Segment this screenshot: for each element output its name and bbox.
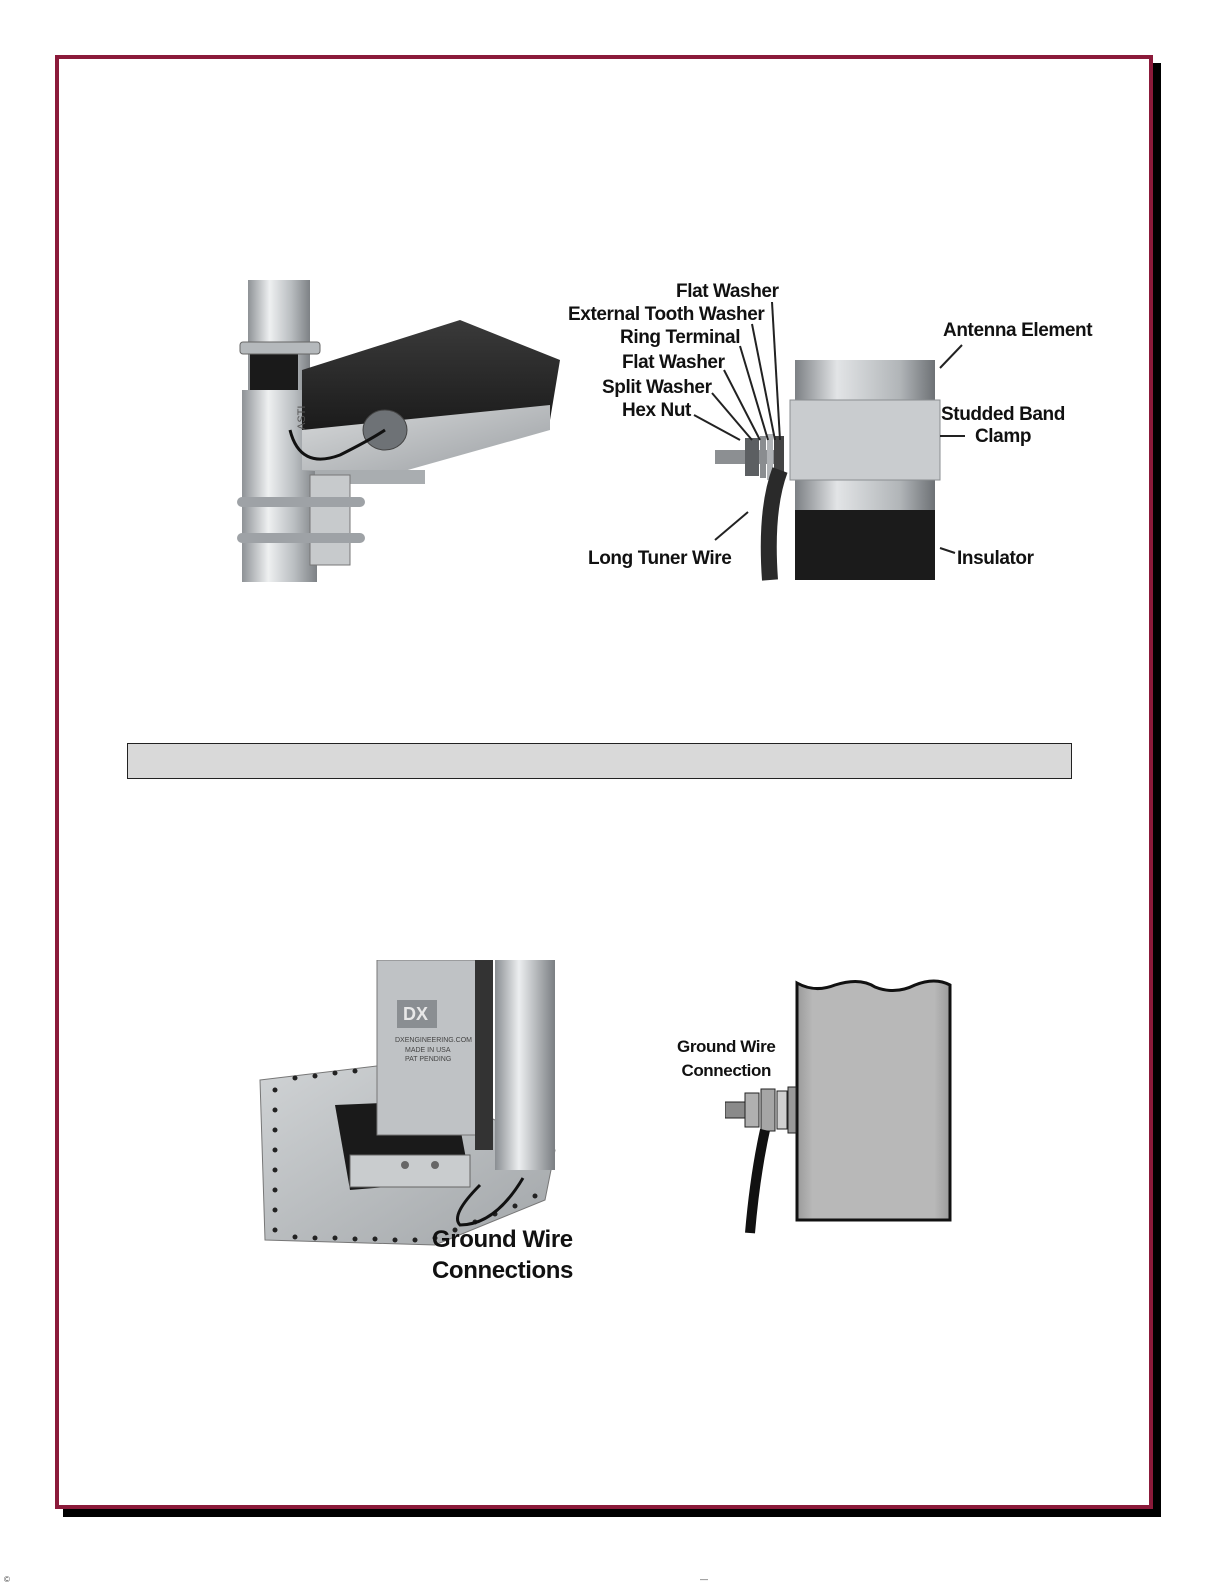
bolt-icon xyxy=(431,1161,439,1169)
pipe-marking: ASTI xyxy=(296,405,308,430)
label-ground-wire-connection: Ground Wire Connection xyxy=(677,1037,776,1080)
footer-left-mark: © xyxy=(4,1575,10,1584)
ground-wire xyxy=(750,1130,765,1233)
nut-washer-stack xyxy=(761,1089,775,1131)
leader-lines xyxy=(0,0,1225,700)
section-heading-text xyxy=(128,744,1071,760)
label-antenna-element: Antenna Element xyxy=(943,320,1093,341)
section-heading-bar xyxy=(127,743,1072,779)
label-ground-wire-connections: Ground Wire Connections xyxy=(432,1226,573,1284)
label-flat-washer-bottom: Flat Washer xyxy=(622,352,725,373)
bolt-icon xyxy=(401,1161,409,1169)
ground-diagram xyxy=(725,975,957,1237)
tube-section xyxy=(797,981,950,1220)
vertical-element xyxy=(495,960,555,1170)
flat-washer xyxy=(777,1091,787,1129)
label-external-tooth-washer: External Tooth Washer xyxy=(568,304,765,325)
dx-logo-text: DX xyxy=(403,1004,429,1024)
plate-text-1: DXENGINEERING.COM xyxy=(395,1037,473,1044)
footer-center-mark: — xyxy=(700,1575,708,1584)
insulator-channel xyxy=(475,960,493,1150)
plate-text-2: MADE IN USA xyxy=(405,1047,451,1054)
label-ring-terminal: Ring Terminal xyxy=(620,327,741,348)
label-flat-washer-top: Flat Washer xyxy=(676,281,779,302)
threaded-stud xyxy=(725,1102,747,1118)
label-hex-nut: Hex Nut xyxy=(622,400,691,421)
label-insulator: Insulator xyxy=(957,548,1034,569)
connector-block xyxy=(350,1155,470,1187)
label-long-tuner-wire: Long Tuner Wire xyxy=(588,548,732,569)
hex-nut xyxy=(745,1093,759,1127)
plate-text-3: PAT PENDING xyxy=(405,1056,452,1063)
tooth-washer xyxy=(788,1087,796,1133)
base-plate-photo xyxy=(255,960,565,1260)
label-split-washer: Split Washer xyxy=(602,377,712,398)
label-studded-band-clamp: Studded Band Clamp xyxy=(941,404,1065,447)
